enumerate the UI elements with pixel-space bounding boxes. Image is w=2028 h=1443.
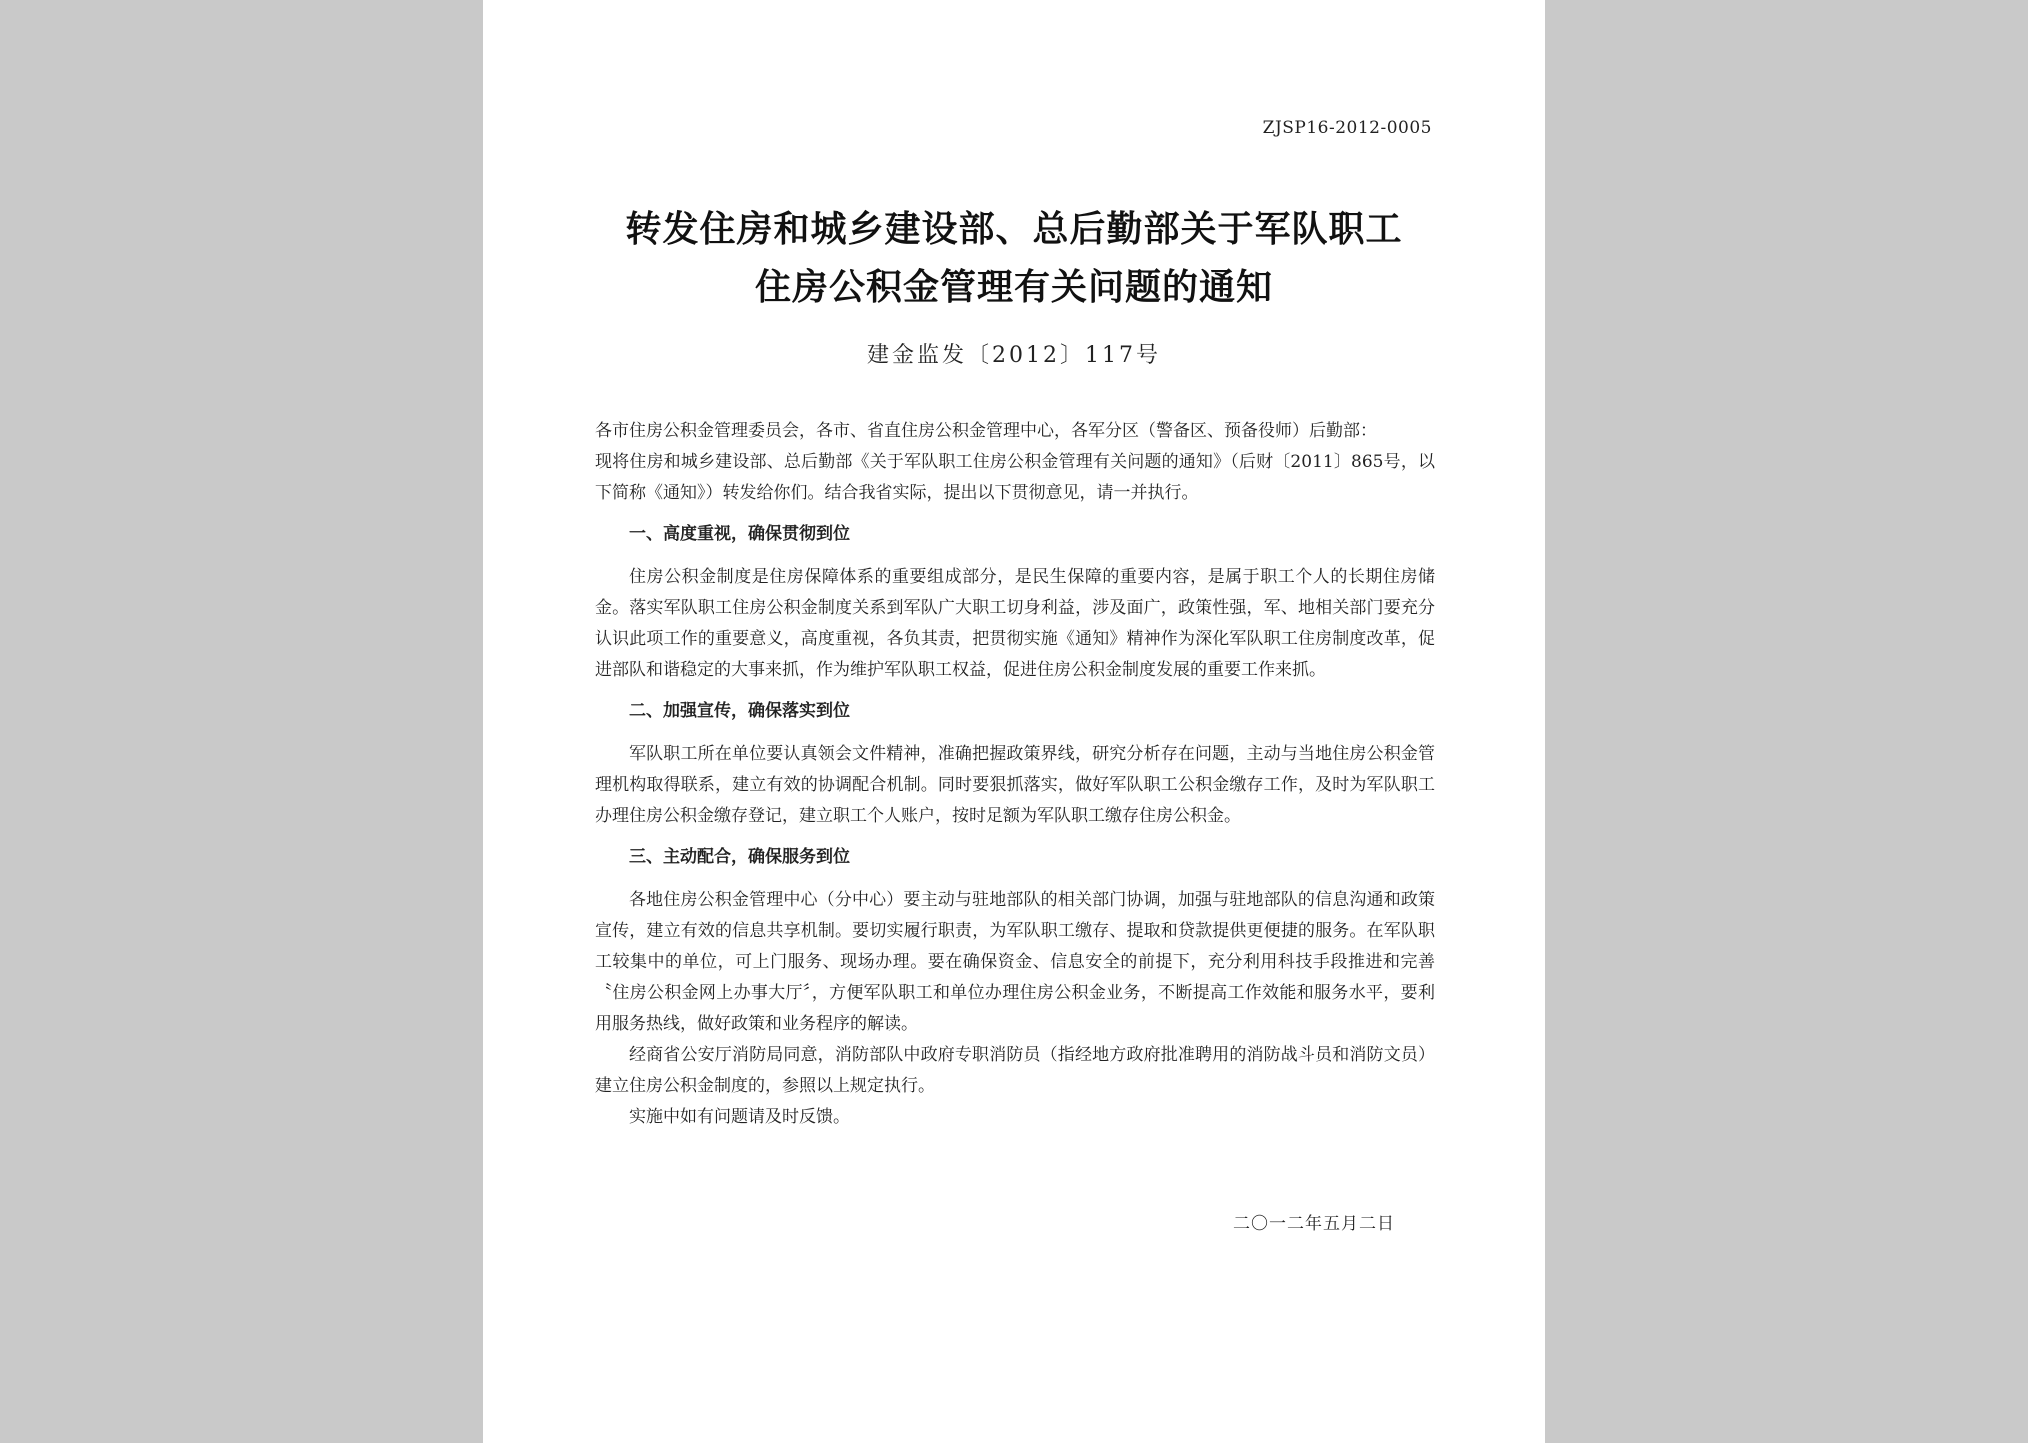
section-2-heading: 二、加强宣传，确保落实到位 xyxy=(629,701,850,721)
document-number: 建金监发〔2012〕117号 xyxy=(867,343,1161,368)
document-page xyxy=(483,0,1545,1443)
title-line-2: 住房公积金管理有关问题的通知 xyxy=(754,266,1273,308)
fire-department-paragraph: 经商省公安厅消防局同意，消防部队中政府专职消防员（指经地方政府批准聘用的消防战斗员和消防文员）建立住房公积金制度的，参照以上规定执行。 xyxy=(595,1045,1435,1096)
section-1-heading: 一、高度重视，确保贯彻到位 xyxy=(629,524,850,544)
feedback-paragraph: 实施中如有问题请及时反馈。 xyxy=(629,1107,850,1127)
section-3-heading: 三、主动配合，确保服务到位 xyxy=(629,847,850,867)
document-date: 二〇一二年五月二日 xyxy=(1233,1214,1395,1234)
document-code: ZJSP16-2012-0005 xyxy=(1262,118,1432,138)
document-body xyxy=(595,416,1435,1133)
document-title xyxy=(483,200,1545,316)
intro-paragraph: 现将住房和城乡建设部、总后勤部《关于军队职工住房公积金管理有关问题的通知》（后财〔2011〕865号，以下简称《通知》）转发给你们。结合我省实际，提出以下贯彻意见，请一并执行。 xyxy=(595,452,1435,503)
section-2-body: 军队职工所在单位要认真领会文件精神，准确把握政策界线，研究分析存在问题，主动与当地住房公积金管理机构取得联系，建立有效的协调配合机制。同时要狠抓落实，做好军队职工公积金缴存工作，及时为军队职工办理住房公积金缴存登记，建立职工个人账户，按时足额为军队职工缴存住房公积金。 xyxy=(595,744,1435,826)
addressee: 各市住房公积金管理委员会，各市、省直住房公积金管理中心，各军分区（警备区、预备役师）后勤部： xyxy=(595,421,1377,441)
section-1-body: 住房公积金制度是住房保障体系的重要组成部分，是民生保障的重要内容，是属于职工个人的长期住房储金。落实军队职工住房公积金制度关系到军队广大职工切身利益，涉及面广，政策性强，军、地相关部门要充分认识此项工作的重要意义，高度重视，各负其责，把贯彻实施《通知》精神作为深化军队职工住房制度改革，促进部队和谐稳定的大事来抓，作为维护军队职工权益，促进住房公积金制度发展的重要工作来抓。 xyxy=(595,567,1435,680)
section-3-body: 各地住房公积金管理中心（分中心）要主动与驻地部队的相关部门协调，加强与驻地部队的信息沟通和政策宣传，建立有效的信息共享机制。要切实履行职责，为军队职工缴存、提取和贷款提供更便捷的服务。在军队职工较集中的单位，可上门服务、现场办理。要在确保资金、信息安全的前提下，充分利用科技手段推进和完善〝住房公积金网上办事大厅〞，方便军队职工和单位办理住房公积金业务，不断提高工作效能和服务水平，要利用服务热线，做好政策和业务程序的解读。 xyxy=(595,890,1435,1034)
title-line-1: 转发住房和城乡建设部、总后勤部关于军队职工 xyxy=(625,208,1403,250)
